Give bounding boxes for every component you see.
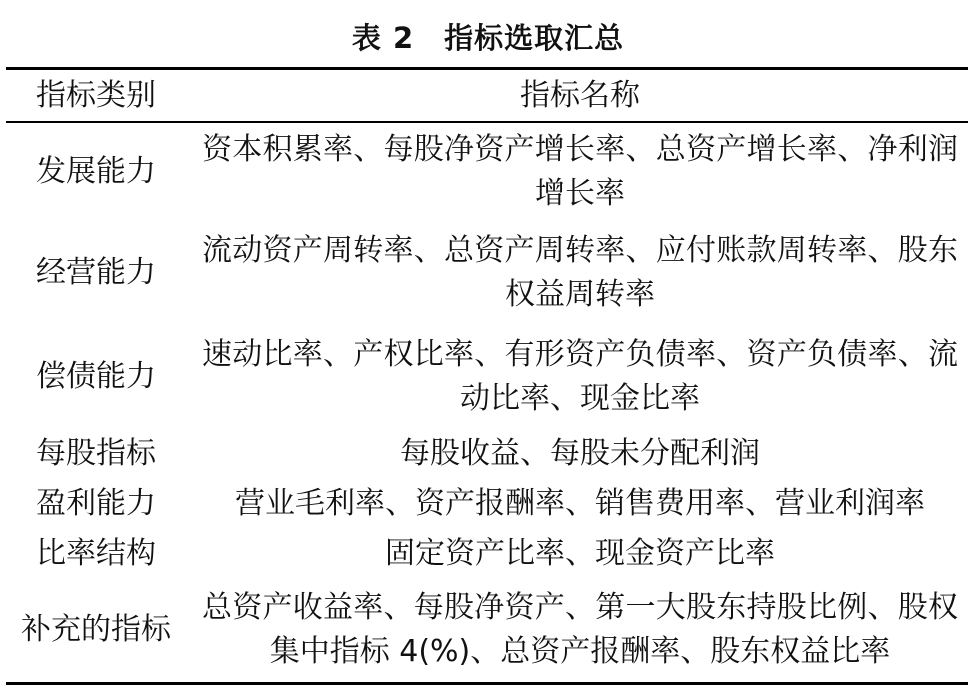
row-names: 流动资产周转率、总资产周转率、应付账款周转率、股东权益周转率 bbox=[202, 233, 958, 312]
row-names: 每股收益、每股未分配利润 bbox=[400, 436, 760, 471]
table-row bbox=[6, 586, 968, 674]
table-row bbox=[6, 229, 968, 317]
row-category: 盈利能力 bbox=[36, 486, 156, 521]
header-category: 指标类别 bbox=[36, 78, 156, 113]
row-category: 每股指标 bbox=[36, 436, 156, 471]
table-row bbox=[6, 532, 968, 576]
top-rule bbox=[6, 67, 968, 70]
row-names: 固定资产比率、现金资产比率 bbox=[385, 536, 775, 571]
row-category: 比率结构 bbox=[36, 536, 156, 571]
header-row bbox=[6, 72, 968, 120]
table-title: 表 2 指标选取汇总 bbox=[351, 21, 625, 55]
row-category: 补充的指标 bbox=[21, 612, 171, 647]
table-row bbox=[6, 432, 968, 476]
bottom-rule bbox=[6, 682, 968, 685]
row-category: 偿债能力 bbox=[36, 359, 156, 394]
row-category: 经营能力 bbox=[36, 255, 156, 290]
header-rule bbox=[6, 121, 968, 123]
row-names: 速动比率、产权比率、有形资产负债率、资产负债率、流动比率、现金比率 bbox=[202, 337, 958, 416]
row-names: 资本积累率、每股净资产增长率、总资产增长率、净利润增长率 bbox=[202, 132, 958, 211]
table-row bbox=[6, 333, 968, 421]
table-row bbox=[6, 482, 968, 526]
header-names: 指标名称 bbox=[520, 78, 640, 113]
row-category: 发展能力 bbox=[36, 154, 156, 189]
table-row bbox=[6, 128, 968, 216]
row-names: 营业毛利率、资产报酬率、销售费用率、营业利润率 bbox=[235, 486, 925, 521]
row-names: 总资产收益率、每股净资产、第一大股东持股比例、股权集中指标 4(%)、总资产报酬率、股东权益比率 bbox=[202, 590, 958, 669]
